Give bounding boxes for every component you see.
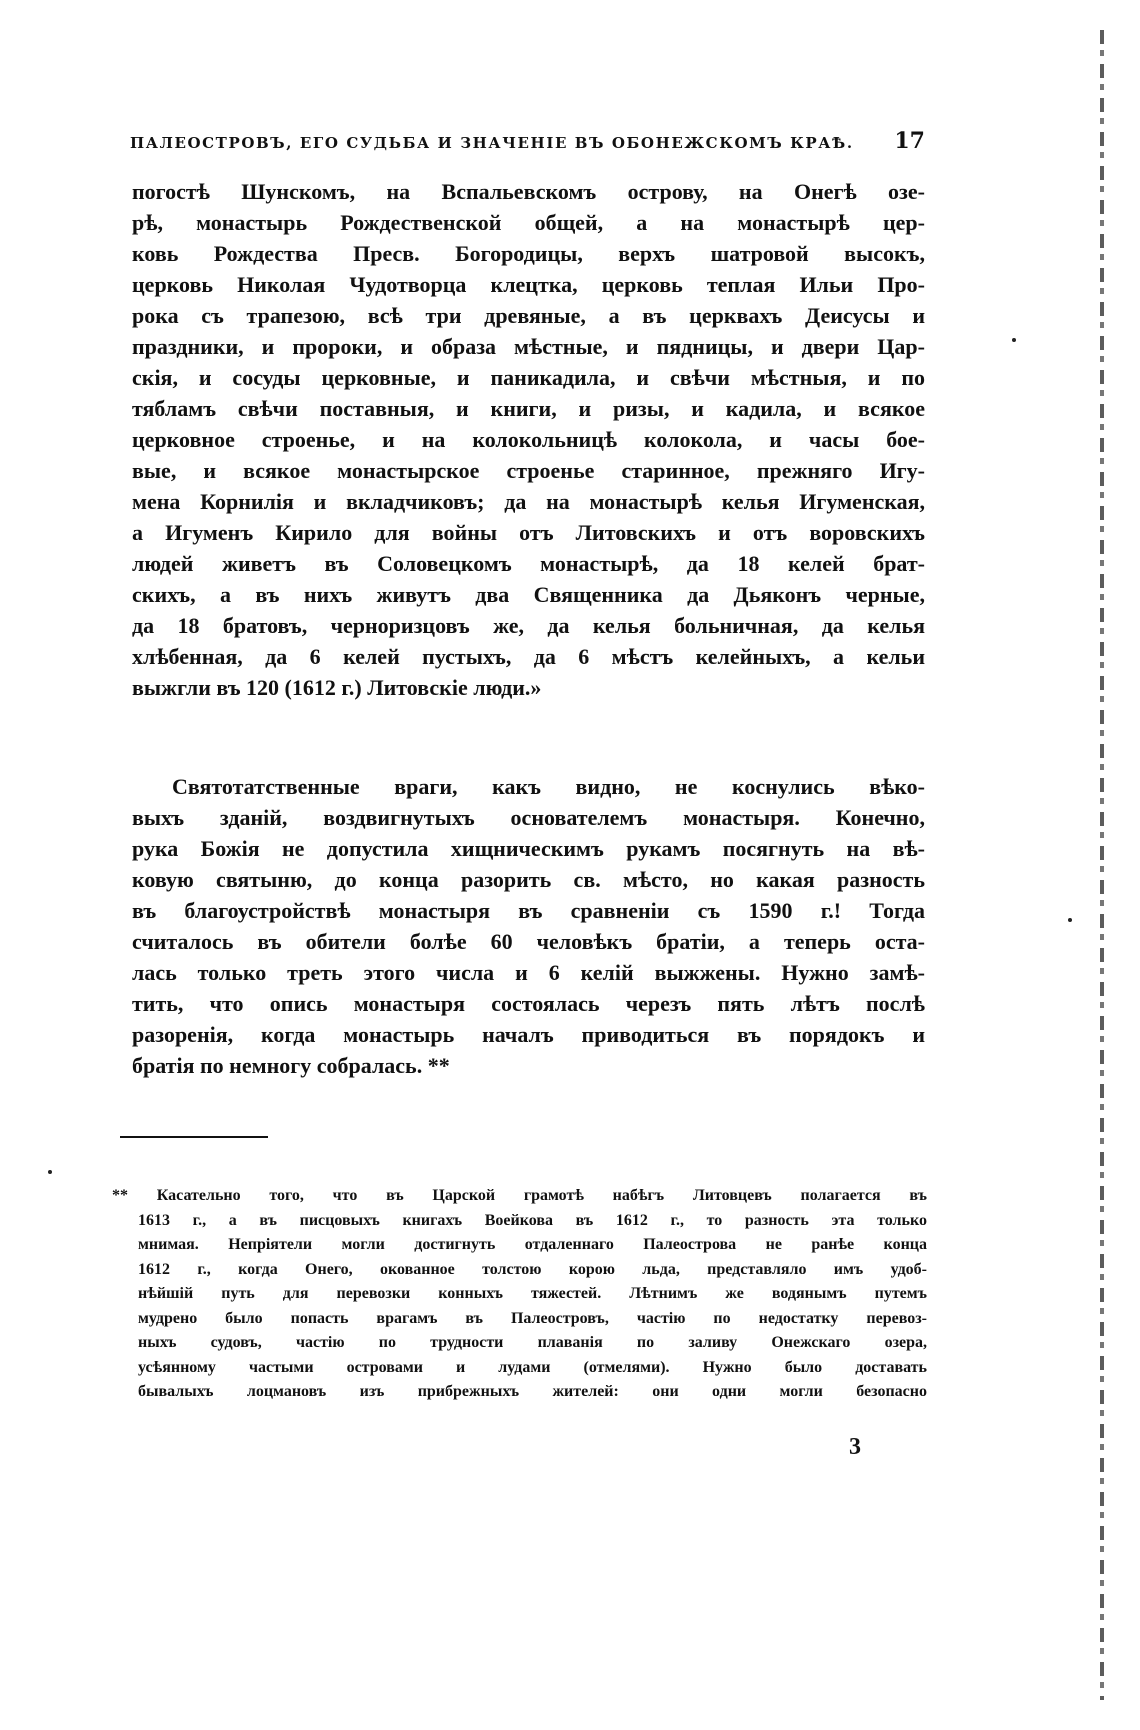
text-line: праздники, и пророки, и образа мѣстные, и пядницы, и двери Цар- [132,334,925,359]
text-line: погостѣ Шунскомъ, на Вспальевскомъ острову, на Онегѣ озе- [132,179,925,204]
text-line: въ благоустройствѣ монастыря въ сравненіи съ 1590 г.! Тогда [132,898,925,923]
commentary-paragraph [132,771,925,1081]
signature-mark: 3 [849,1434,861,1460]
footnote [112,1184,927,1405]
text-line: мена Корнилія и вкладчиковъ; да на монастырѣ келья Игуменская, [132,489,925,514]
text-line: скія, и сосуды церковные, и паникадила, и свѣчи мѣстныя, и по [132,365,925,390]
footnote-line: ныхъ судовъ, частію по трудности плаванія по заливу Онежскаго озера, [138,1334,927,1351]
page-edge-shadow [1100,30,1104,1700]
text-line: рѣ, монастырь Рождественской общей, а на монастырѣ цер- [132,210,925,235]
scan-speck [48,1170,52,1174]
running-header [130,128,925,154]
footnote-line: мнимая. Непріятели могли достигнуть отдаленнаго Палеострова не ранѣе конца [138,1236,927,1253]
text-line: церковь Николая Чудотворца клецтка, церковь теплая Ильи Про- [132,272,925,297]
text-line: братія по немногу собралась. ** [132,1053,450,1078]
footnote-separator [120,1136,268,1138]
scan-speck [1068,918,1072,922]
scan-speck [1012,338,1016,342]
text-line: тябламъ свѣчи поставныя, и книги, и ризы, и кадила, и всякое [132,396,925,421]
running-title: ПАЛЕОСТРОВЪ, ЕГО СУДЬБА И ЗНАЧЕНІЕ ВЪ ОБОНЕЖСКОМЪ КРАѢ. [130,134,854,152]
text-line: рока съ трапезою, всѣ три древяные, а въ церквахъ Деисусы и [132,303,925,328]
page-number: 17 [894,128,925,154]
footnote-line: мудрено было попасть врагамъ въ Палеостровъ, частію по недостатку перевоз- [138,1309,927,1327]
text-line: церковное строенье, и на колокольницѣ колокола, и часы бое- [132,427,925,452]
footnote-line: нѣйшій путь для перевозки конныхъ тяжестей. Лѣтнимъ же водянымъ путемъ [138,1285,927,1302]
quoted-inventory-paragraph [132,176,925,703]
text-line: выжгли въ 120 (1612 г.) Литовскіе люди.» [132,675,542,700]
text-line: разоренія, когда монастырь началъ приводиться въ порядокъ и [132,1022,925,1047]
text-line: тить, что опись монастыря состоялась черезъ пять лѣтъ послѣ [132,991,925,1016]
footnote-line: 1613 г., а въ писцовыхъ книгахъ Воейкова въ 1612 г., то разность эта только [138,1211,927,1229]
footnote-line: усѣянному частыми островами и лудами (отмелями). Нужно было доставать [138,1358,927,1376]
footnote-line: бывалыхъ лоцмановъ изъ прибрежныхъ жителей: они одни могли безопасно [138,1383,927,1400]
text-line: хлѣбенная, да 6 келей пустыхъ, да 6 мѣстъ келейныхъ, а кельи [132,644,925,669]
text-line: да 18 братовъ, черноризцовъ же, да келья больничная, да келья [132,613,925,638]
text-line: лась только треть этого числа и 6 келій выжжены. Нужно замѣ- [132,960,925,985]
footnote-line: ** Касательно того, что въ Царской грамотѣ набѣгъ Литовцевъ полагается въ [112,1187,927,1204]
text-line: ковь Рождества Пресв. Богородицы, верхъ шатровой высокъ, [132,241,925,266]
text-line: скихъ, а въ нихъ живутъ два Священника да Дьяконъ черные, [132,582,925,607]
text-line: Святотатственные враги, какъ видно, не коснулись вѣко- [172,774,925,799]
text-line: а Игуменъ Кирило для войны отъ Литовскихъ и отъ воровскихъ [132,520,925,545]
text-line: ковую святыню, до конца разорить св. мѣсто, но какая разность [132,867,925,892]
text-line: выхъ зданій, воздвигнутыхъ основателемъ монастыря. Конечно, [132,805,925,830]
text-line: людей живетъ въ Соловецкомъ монастырѣ, да 18 келей брат- [132,551,925,576]
text-line: считалось въ обители болѣе 60 человѣкъ братіи, а теперь оста- [132,929,925,954]
text-line: вые, и всякое монастырское строенье старинное, прежняго Игу- [132,458,925,483]
text-line: рука Божія не допустила хищническимъ рукамъ посягнуть на вѣ- [132,836,925,861]
footnote-line: 1612 г., когда Онего, окованное толстою корою льда, представляло имъ удоб- [138,1260,927,1278]
